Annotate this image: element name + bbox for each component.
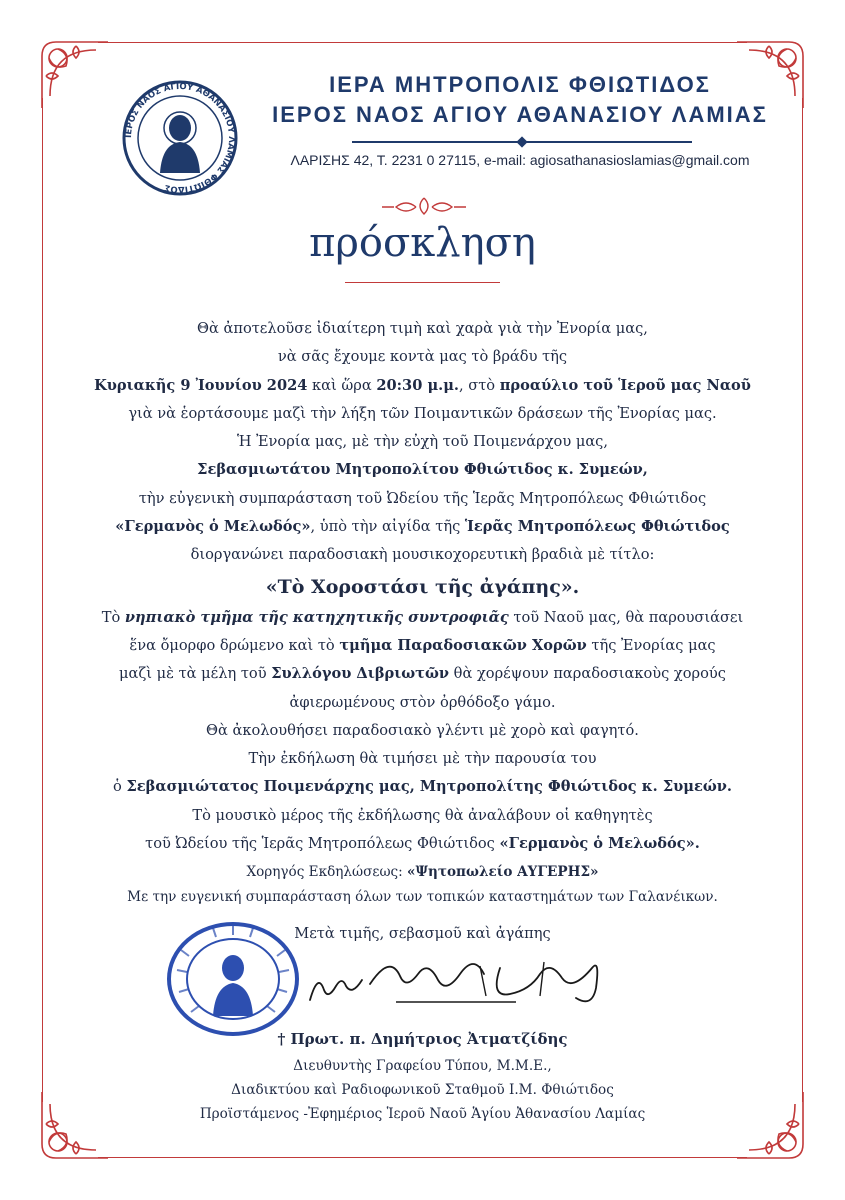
body-line-13: ἀφιερωμένους στὸν ὀρθόδοξο γάμο. bbox=[289, 693, 556, 711]
seal-text: ΙΕΡΟΣ ΝΑΟΣ ΑΓΙΟΥ ΑΘΑΝΑΣΙΟΥ ΛΑΜΙΑΣ ΦΘΙΩΤΙΔΟΣ bbox=[123, 81, 237, 195]
event-date: Κυριακῆς 9 Ἰουνίου 2024 bbox=[94, 376, 308, 394]
text-fragment: τῆς Ἐνορίας μας bbox=[586, 636, 716, 654]
body-line-4: γιὰ νὰ ἑορτάσουμε μαζὶ τὴν λήξη τῶν Ποιμαντικῶν δράσεων τῆς Ἐνορίας μας. bbox=[128, 404, 717, 422]
closing-salutation: Μετὰ τιμῆς, σεβασμοῦ καὶ ἀγάπης bbox=[294, 925, 551, 942]
text-fragment: μαζὶ μὲ τὰ μέλη τοῦ bbox=[119, 665, 272, 683]
header-divider bbox=[352, 141, 692, 143]
support-line: Με την ευγενική συμπαράσταση όλων των τοπικών καταστημάτων των Γαλανέικων. bbox=[127, 889, 718, 906]
event-time: 20:30 μ.μ. bbox=[376, 376, 459, 394]
body-line-10 bbox=[60, 604, 785, 632]
body-line-12 bbox=[60, 660, 785, 688]
sponsor-name: «Ψητοπωλείο ΑΥΓΕΡΗΣ» bbox=[407, 864, 599, 881]
title-ornament bbox=[380, 194, 468, 220]
text-fragment: Χορηγός Εκδηλώσεως: bbox=[246, 864, 408, 881]
text-fragment: τοῦ Ὠδείου τῆς Ἱερᾶς Μητροπόλεως Φθιώτιδος bbox=[145, 835, 500, 853]
handwritten-signature bbox=[300, 948, 630, 1018]
signatory-role-3: Προϊστάμενος -Ἐφημέριος Ἱεροῦ Ναοῦ Ἁγίου Ἀθανασίου Λαμίας bbox=[199, 1106, 646, 1122]
body-line-8 bbox=[60, 513, 785, 541]
body-line-1: Θὰ ἀποτελοῦσε ἰδιαίτερη τιμὴ καὶ χαρὰ γιὰ τὴν Ἐνορία μας, bbox=[197, 320, 648, 337]
contact-address: ΛΑΡΙΣΗΣ 42, Τ. 2231 0 27115, e-mail: agiosathanasioslamias@gmail.com bbox=[290, 152, 750, 168]
title-underline bbox=[345, 282, 500, 283]
conservatory-name-2: «Γερμανὸς ὁ Μελωδός». bbox=[499, 835, 700, 853]
event-venue: προαύλιο τοῦ Ἱεροῦ μας Ναοῦ bbox=[499, 376, 751, 394]
text-fragment: Τὸ bbox=[101, 608, 125, 626]
event-title: «Τὸ Χοροστάσι τῆς ἀγάπης». bbox=[265, 575, 580, 598]
catechism-group: νηπιακὸ τμῆμα τῆς κατηχητικῆς συντροφιᾶς bbox=[124, 608, 509, 626]
text-fragment: , ὑπὸ τὴν αἰγίδα τῆς bbox=[310, 518, 465, 536]
corner-ornament-top-left bbox=[36, 36, 114, 114]
text-fragment: θὰ χορέψουν παραδοσιακοὺς χορούς bbox=[449, 665, 726, 683]
metropolis-name: Ἱερᾶς Μητροπόλεως Φθιώτιδος bbox=[464, 518, 730, 536]
body-line-9: διοργανώνει παραδοσιακὴ μουσικοχορευτικὴ βραδιὰ μὲ τίτλο: bbox=[190, 546, 655, 564]
signatory-role-2: Διαδικτύου καὶ Ραδιοφωνικοῦ Σταθμοῦ Ι.Μ. Φθιώτιδος bbox=[231, 1082, 614, 1098]
body-line-18 bbox=[60, 830, 785, 858]
body-line-14: Θὰ ἀκολουθήσει παραδοσιακὸ γλέντι μὲ χορὸ καὶ φαγητό. bbox=[206, 721, 639, 739]
body-line-11 bbox=[60, 632, 785, 660]
body-line-17: Τὸ μουσικὸ μέρος τῆς ἐκδήλωσης θὰ ἀναλάβουν οἱ καθηγητὲς bbox=[192, 806, 653, 824]
conservatory-name: «Γερμανὸς ὁ Μελωδός» bbox=[115, 518, 311, 536]
text-fragment: καὶ ὥρα bbox=[307, 376, 377, 394]
signatory-role-1: Διευθυντὴς Γραφείου Τύπου, Μ.Μ.Ε., bbox=[293, 1058, 552, 1074]
body-line-16 bbox=[60, 773, 785, 801]
association-name: Συλλόγου Διβριωτῶν bbox=[271, 665, 450, 683]
church-seal-logo bbox=[120, 78, 240, 198]
church-title: ΙΕΡΟΣ ΝΑΟΣ ΑΓΙΟΥ ΑΘΑΝΑΣΙΟΥ ΛΑΜΙΑΣ bbox=[272, 102, 768, 127]
signatory-name: † Πρωτ. π. Δημήτριος Ἀτματζίδης bbox=[277, 1030, 568, 1048]
text-fragment: τοῦ Ναοῦ μας, θὰ παρουσιάσει bbox=[508, 608, 744, 626]
text-fragment: ὁ bbox=[113, 778, 127, 796]
invitation-body bbox=[60, 315, 785, 910]
body-line-2: νὰ σᾶς ἔχουμε κοντὰ μας τὸ βράδυ τῆς bbox=[277, 348, 568, 366]
metropolitan-honor: Σεβασμιώτατος Ποιμενάρχης μας, Μητροπολίτης Φθιώτιδος κ. Συμεών. bbox=[126, 778, 732, 796]
body-line-7: τὴν εὐγενικὴ συμπαράσταση τοῦ Ὠδείου τῆς Ἱερᾶς Μητροπόλεως Φθιώτιδος bbox=[138, 489, 707, 507]
text-fragment: , στὸ bbox=[458, 376, 500, 394]
invitation-title: πρόσκληση bbox=[309, 220, 536, 266]
metropolis-title: ΙΕΡΑ ΜΗΤΡΟΠΟΛΙΣ ΦΘΙΩΤΙΔΟΣ bbox=[329, 72, 711, 97]
metropolitan-name: Σεβασμιωτάτου Μητροπολίτου Φθιώτιδος κ. Συμεών, bbox=[197, 461, 648, 479]
dance-group: τμῆμα Παραδοσιακῶν Χορῶν bbox=[339, 636, 587, 654]
body-line-15: Τὴν ἐκδήλωση θὰ τιμήσει μὲ τὴν παρουσία του bbox=[248, 750, 597, 768]
body-line-5: Ἡ Ἐνορία μας, μὲ τὴν εὐχὴ τοῦ Ποιμενάρχου μας, bbox=[236, 433, 608, 451]
sponsor-line bbox=[60, 860, 785, 885]
event-date-line bbox=[60, 372, 785, 400]
text-fragment: ἕνα ὄμορφο δρώμενο καὶ τὸ bbox=[129, 636, 340, 654]
